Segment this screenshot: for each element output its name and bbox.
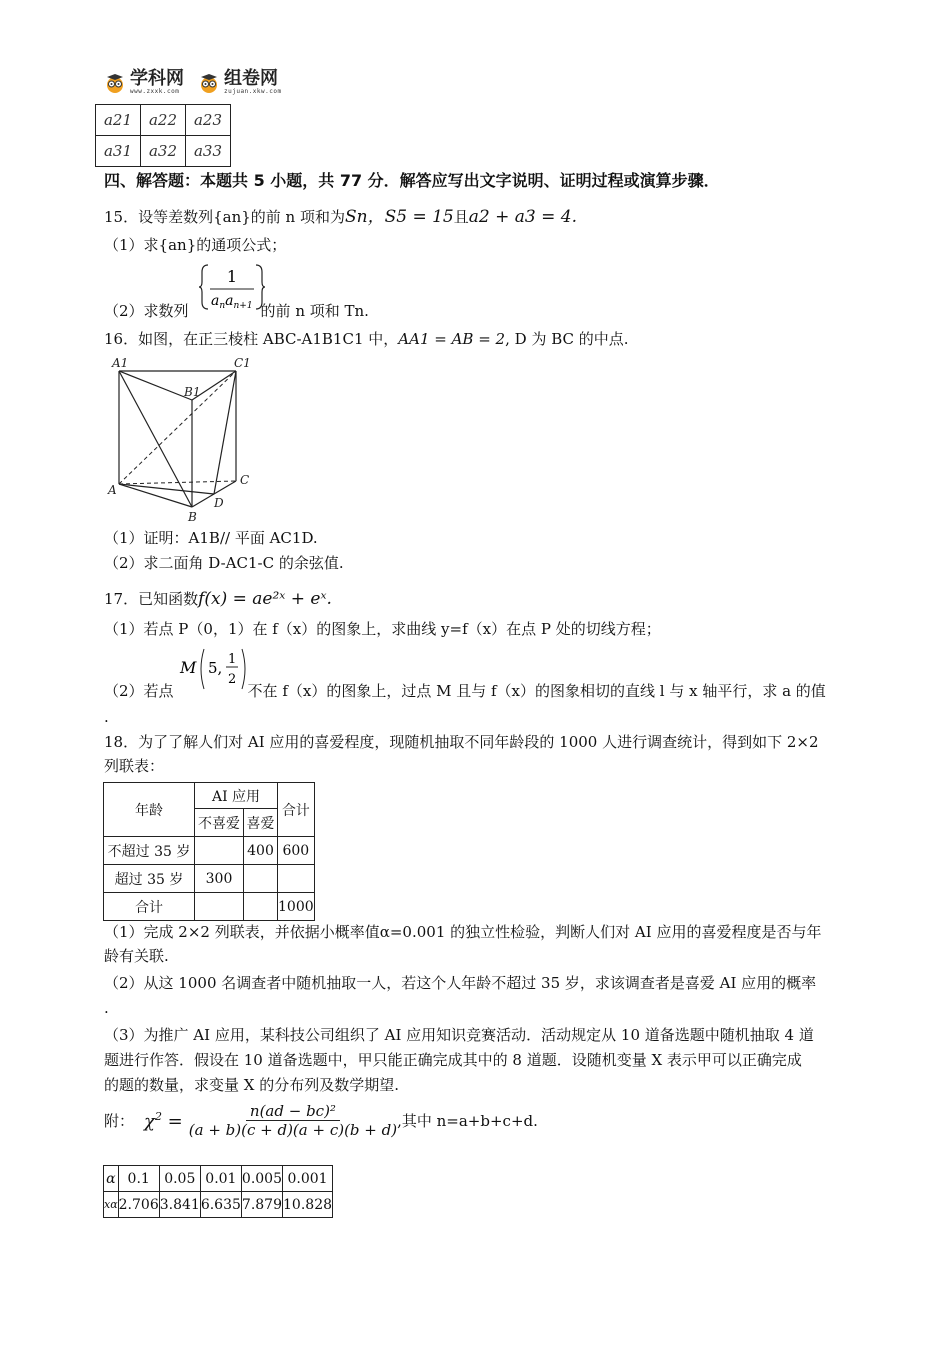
q17-part2-b: 不在 f（x）的图象上，过点 M 且与 f（x）的图象相切的直线 l 与 x 轴平行，求 a 的值 xyxy=(247,682,826,700)
label-C: C xyxy=(240,473,250,487)
header-ai: AI 应用 xyxy=(195,783,278,809)
logo-xueke-name: 学科网 xyxy=(130,68,184,89)
critical-value-table xyxy=(103,1165,333,1218)
matrix-table xyxy=(95,104,231,167)
alpha-value: 0.1 xyxy=(118,1166,159,1192)
q15-part2 xyxy=(104,300,369,322)
q16-part1: （1）证明：A1B// 平面 AC1D. xyxy=(104,529,318,547)
label-A: A xyxy=(108,483,117,497)
table-row xyxy=(104,893,315,921)
table-row xyxy=(104,1192,333,1218)
header-dislike: 不喜爱 xyxy=(195,809,244,837)
q16-stem-b: , D 为 BC 的中点. xyxy=(505,330,629,348)
q16-stem-a: 16．如图，在正三棱柱 ABC-A1B1C1 中， xyxy=(104,330,399,348)
q17-part2-end: . xyxy=(104,708,109,726)
q16-stem xyxy=(104,328,629,350)
q17-stem-math: f(x) = ae²ˣ + eˣ. xyxy=(198,589,332,609)
matrix-cell: a33 xyxy=(186,136,231,167)
q18-stem-l2: 列联表： xyxy=(104,757,165,775)
svg-text:2: 2 xyxy=(228,672,237,687)
table-cell: 300 xyxy=(195,865,244,893)
prism-figure xyxy=(104,356,264,526)
chi-square-fraction xyxy=(189,1102,397,1139)
q17-part2 xyxy=(104,680,826,702)
logo-zujuan[interactable] xyxy=(198,70,282,95)
q18-part3-l2: 题进行作答．假设在 10 道备选题中，甲只能正确完成其中的 8 道题．设随机变量 X 表示甲可以正确完成 xyxy=(104,1051,802,1069)
table-cell[interactable] xyxy=(195,837,244,865)
label-C1: C1 xyxy=(234,356,251,370)
alpha-value: 0.01 xyxy=(200,1166,241,1192)
owl-icon xyxy=(198,73,220,93)
label-B1: B1 xyxy=(184,385,201,399)
table-cell: 超过 35 岁 xyxy=(104,865,195,893)
appendix-note: ,其中 n=a+b+c+d. xyxy=(397,1112,538,1130)
matrix-cell: a31 xyxy=(96,136,141,167)
q15-stem xyxy=(104,206,577,228)
q18-stem-l1: 18．为了了解人们对 AI 应用的喜爱程度，现随机抽取不同年龄段的 1000 人进行调查统计，得到如下 2×2 xyxy=(104,733,819,751)
svg-text:5,: 5, xyxy=(208,659,223,677)
q18-appendix xyxy=(104,1102,538,1139)
alpha-value: 0.001 xyxy=(283,1166,333,1192)
q16-part2: （2）求二面角 D-AC1-C 的余弦值. xyxy=(104,554,344,572)
table-cell[interactable] xyxy=(278,865,315,893)
x-alpha-label: xα xyxy=(104,1192,119,1218)
q15-part2-a: （2）求数列 xyxy=(104,302,189,320)
table-row xyxy=(104,865,315,893)
logo-xueke[interactable] xyxy=(104,70,184,95)
q17-part2-a: （2）若点 xyxy=(104,682,174,700)
q15-part2-b: 的前 n 项和 Tn. xyxy=(260,302,369,320)
contingency-table xyxy=(103,782,315,921)
owl-icon xyxy=(104,73,126,93)
section-heading: 四、解答题：本题共 5 小题，共 77 分．解答应写出文字说明、证明过程或演算步骤． xyxy=(104,171,720,190)
matrix-cell: a22 xyxy=(141,105,186,136)
q16-stem-math: AA1 = AB = 2 xyxy=(398,330,506,348)
q15-stem-b: 且 xyxy=(453,208,469,226)
q17-stem-a: 17．已知函数 xyxy=(104,590,199,608)
table-cell: 合计 xyxy=(104,893,195,921)
q18-part1-l2: 龄有关联. xyxy=(104,947,169,965)
matrix-cell: a32 xyxy=(141,136,186,167)
svg-text:M: M xyxy=(180,658,197,677)
header-total: 合计 xyxy=(278,783,315,837)
x-value: 10.828 xyxy=(283,1192,333,1218)
q18-part2: （2）从这 1000 名调查者中随机抽取一人，若这个人年龄不超过 35 岁，求该调查者是喜爱 AI 应用的概率 xyxy=(104,974,817,992)
matrix-cell: a21 xyxy=(96,105,141,136)
logo-xueke-url: www.zxxk.com xyxy=(130,88,180,95)
logo-zujuan-url: zujuan.xkw.com xyxy=(224,88,282,95)
table-cell[interactable] xyxy=(195,893,244,921)
q18-part3-l1: （3）为推广 AI 应用，某科技公司组织了 AI 应用知识竞赛活动．活动规定从 10 道备选题中随机抽取 4 道 xyxy=(104,1026,814,1044)
q17-part1: （1）若点 P（0，1）在 f（x）的图象上，求曲线 y=f（x）在点 P 处的切线方程； xyxy=(104,620,661,638)
q15-stem-a: 15．设等差数列{an}的前 n 项和为 xyxy=(104,208,345,226)
table-cell[interactable] xyxy=(244,893,278,921)
q18-part1-l1: （1）完成 2×2 列联表，并依据小概率值α=0.001 的独立性检验，判断人们对 AI 应用的喜爱程度是否与年 xyxy=(104,923,822,941)
q15-stem-math2: a2 + a3 = 4. xyxy=(468,207,577,227)
svg-text:1: 1 xyxy=(226,267,238,286)
x-value: 7.879 xyxy=(241,1192,282,1218)
q17-stem xyxy=(104,588,332,610)
table-cell: 400 xyxy=(244,837,278,865)
q18-part3-l3: 的题的数量，求变量 X 的分布列及数学期望. xyxy=(104,1076,399,1094)
svg-text:1: 1 xyxy=(228,652,237,667)
header-age: 年龄 xyxy=(104,783,195,837)
header-logos xyxy=(104,70,282,95)
q15-part1: （1）求{an}的通项公式； xyxy=(104,236,287,254)
alpha-label: α xyxy=(104,1166,119,1192)
matrix-cell: a23 xyxy=(186,105,231,136)
q18-part2-end: . xyxy=(104,999,109,1017)
svg-text:anan+1: $a_na_{n+1}$ xyxy=(211,293,253,311)
alpha-value: 0.005 xyxy=(241,1166,282,1192)
table-cell: 1000 xyxy=(278,893,315,921)
x-value: 6.635 xyxy=(200,1192,241,1218)
chi-square-numerator: n(ad − bc)² xyxy=(246,1102,340,1121)
table-cell[interactable] xyxy=(244,865,278,893)
label-B: B xyxy=(188,510,197,524)
label-D: D xyxy=(214,496,224,510)
header-like: 喜爱 xyxy=(244,809,278,837)
table-cell: 不超过 35 岁 xyxy=(104,837,195,865)
q15-stem-math: Sn，S5 = 15 xyxy=(344,207,454,227)
alpha-value: 0.05 xyxy=(159,1166,200,1192)
logo-zujuan-name: 组卷网 xyxy=(224,68,278,89)
table-row xyxy=(104,1166,333,1192)
chi-square-symbol: $\chi^2$ = xyxy=(144,1109,183,1132)
label-A1: A1 xyxy=(112,356,129,370)
x-value: 3.841 xyxy=(159,1192,200,1218)
matrix-row xyxy=(96,136,231,167)
table-row xyxy=(104,837,315,865)
table-row xyxy=(104,783,315,809)
appendix-label: 附： xyxy=(104,1112,135,1130)
chi-square-denominator: (a + b)(c + d)(a + c)(b + d) xyxy=(188,1121,398,1139)
matrix-row xyxy=(96,105,231,136)
table-cell: 600 xyxy=(278,837,315,865)
x-value: 2.706 xyxy=(118,1192,159,1218)
